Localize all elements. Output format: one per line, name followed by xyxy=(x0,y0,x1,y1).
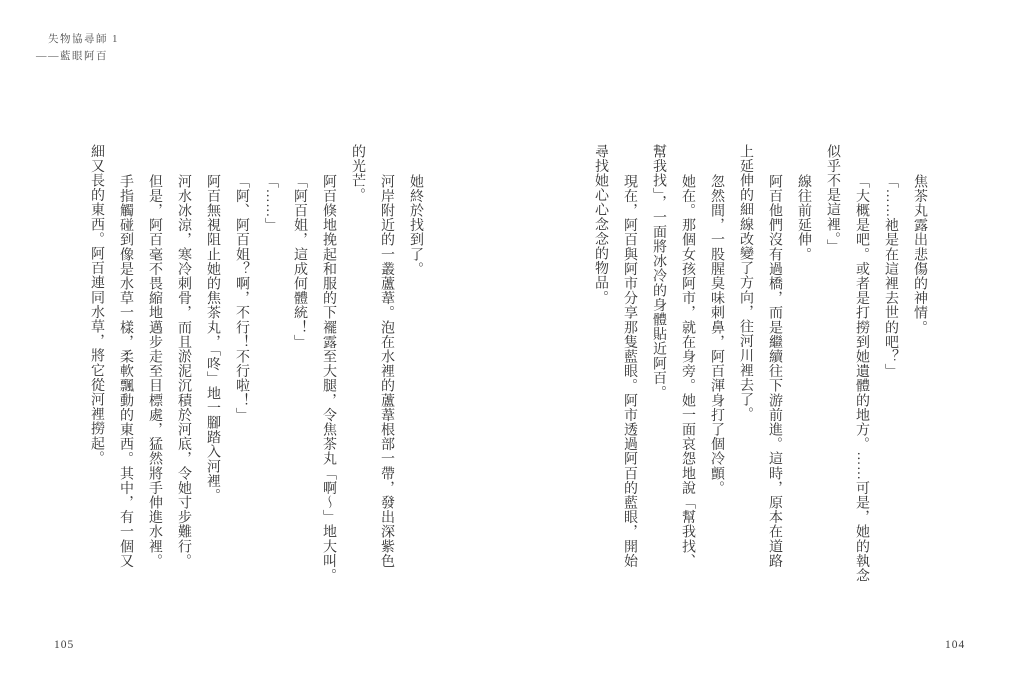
page-number-right: 104 xyxy=(945,639,966,651)
text-line: 阿百倏地挽起和服的下襬露至大腿，令焦茶丸「啊～」地大叫。 xyxy=(321,174,336,583)
text-line: 「大概是吧。或者是打撈到她遺體的地方。……可是，她的執念 xyxy=(854,174,869,583)
text-line: 但是，阿百毫不畏縮地邁步走至目標處，猛然將手伸進水裡。 xyxy=(147,174,162,569)
text-line: 忽然間，一股腥臭味刺鼻，阿百渾身打了個冷顫。 xyxy=(709,174,724,496)
page-105-text xyxy=(82,144,430,596)
chapter-subtitle: ——藍眼阿百 xyxy=(36,51,108,62)
series-title: 失物協尋師 1 xyxy=(48,34,119,45)
text-line: 細又長的東西。阿百連同水草，將它從河裡撈起。 xyxy=(89,144,104,466)
text-line: 現在，阿百與阿市分享那隻藍眼。阿市透過阿百的藍眼，開始 xyxy=(622,174,637,569)
text-line: 尋找她心心念念的物品。 xyxy=(593,144,608,305)
text-line: 焦茶丸露出悲傷的神情。 xyxy=(912,174,927,335)
text-line: 似乎不是這裡。」 xyxy=(825,144,840,254)
text-line: 「阿百姐，這成何體統！」 xyxy=(292,174,307,350)
text-line: 「……」 xyxy=(263,174,278,233)
text-line: 她終於找到了。 xyxy=(408,174,423,277)
page-number-left: 105 xyxy=(54,639,75,651)
text-line: 她在。那個女孩阿市，就在身旁。她一面哀怨地說「幫我找、 xyxy=(680,174,695,569)
text-line: 手指觸碰到像是水草一樣，柔軟飄動的東西。其中，有一個又 xyxy=(118,174,133,569)
page-104-text xyxy=(586,144,934,596)
text-line: 河岸附近的一叢蘆葦。泡在水裡的蘆葦根部一帶，發出深紫色 xyxy=(379,174,394,569)
text-line: 「阿、阿百姐？啊，不行！不行啦！」 xyxy=(234,174,249,423)
text-line: 幫我找」，一面將冰冷的身體貼近阿百。 xyxy=(651,144,666,400)
text-line: 「……祂是在這裡去世的吧？」 xyxy=(883,174,898,379)
text-line: 阿百他們沒有過橋，而是繼續往下游前進。這時，原本在道路 xyxy=(767,174,782,569)
text-line: 阿百無視阻止她的焦茶丸，「咚」地一腳踏入河裡。 xyxy=(205,174,220,503)
text-line: 上延伸的細線改變了方向，往河川裡去了。 xyxy=(738,144,753,422)
text-line: 線往前延伸。 xyxy=(796,174,811,262)
text-line: 的光芒。 xyxy=(350,144,365,203)
text-line: 河水冰涼，寒冷刺骨，而且淤泥沉積於河底，令她寸步難行。 xyxy=(176,174,191,569)
running-header xyxy=(36,31,119,65)
